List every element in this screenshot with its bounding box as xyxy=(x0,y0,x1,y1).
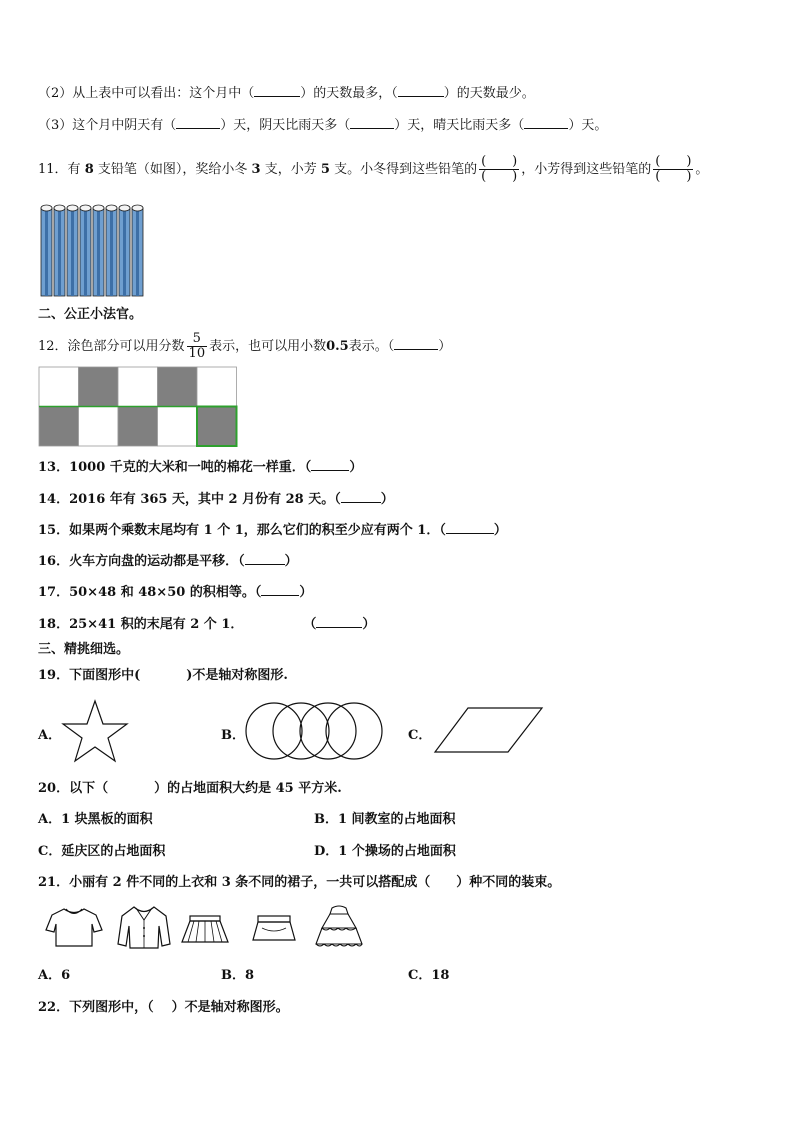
blank-cell xyxy=(39,367,79,407)
pencil xyxy=(93,205,104,296)
blouse-icon xyxy=(116,904,172,950)
answer-blank[interactable] xyxy=(245,552,285,565)
option-a[interactable]: A．6 xyxy=(38,968,71,983)
option-b[interactable]: B．8 xyxy=(221,968,255,983)
frilled-skirt-icon xyxy=(312,904,366,948)
four-circles-icon xyxy=(244,702,384,760)
shirt-icon xyxy=(44,906,106,950)
shaded-cell xyxy=(39,407,79,447)
q12: 12．涂色部分可以用分数 $\frac{5}{10}$ 表示，也可以用小数0.5表示。（ ） xyxy=(38,331,452,361)
pencils-figure xyxy=(38,200,148,300)
pencil xyxy=(67,205,78,296)
star-icon xyxy=(60,698,130,764)
q18: 18．25×41 积的末尾有 2 个 1． （ ） xyxy=(38,617,376,632)
answer-blank[interactable] xyxy=(176,116,220,129)
pencil xyxy=(80,205,91,296)
pencil xyxy=(119,205,130,296)
q13: 13．1000 千克的大米和一吨的棉花一样重．（ ） xyxy=(38,460,363,475)
answer-blank[interactable] xyxy=(398,84,444,97)
shaded-cell xyxy=(197,407,237,447)
fraction: $\frac{5}{10}$ xyxy=(188,331,206,361)
q20: 20．以下（ ）的占地面积大约是 45 平方米. xyxy=(38,781,342,796)
answer-blank[interactable] xyxy=(350,116,394,129)
pleated-skirt-icon xyxy=(180,914,230,946)
q17: 17．50×48 和 48×50 的积相等。（ ） xyxy=(38,585,313,600)
pencil xyxy=(54,205,65,296)
answer-blank[interactable] xyxy=(524,116,568,129)
q11: 11．有 8 支铅笔（如图），奖给小冬 3 支，小芳 5 支。小冬得到这些铅笔的 $\frac{( )}{( )}$ ，小芳得到这些铅笔的 $\frac{( )}{( )}$ 。 xyxy=(38,154,709,184)
parallelogram-icon xyxy=(432,705,546,755)
q10-part3: （3）这个月中阴天有（ ）天，阴天比雨天多（ ）天，晴天比雨天多（ ）天。 xyxy=(38,118,608,133)
option-b-label[interactable]: B． xyxy=(221,728,245,743)
option-a-label[interactable]: A． xyxy=(38,728,62,743)
shaded-grid-figure xyxy=(38,366,242,448)
answer-blank[interactable] xyxy=(446,521,494,534)
option-c-label[interactable]: C． xyxy=(408,728,432,743)
answer-blank[interactable] xyxy=(394,337,438,350)
answer-blank[interactable] xyxy=(341,490,381,503)
blank-cell xyxy=(79,407,119,447)
blank-cell xyxy=(197,367,237,407)
shaded-cell xyxy=(79,367,119,407)
q14: 14．2016 年有 365 天，其中 2 月份有 28 天。（ ） xyxy=(38,492,394,507)
option-d[interactable]: D．1 个操场的占地面积 xyxy=(314,844,456,859)
section-title: 三、精挑细选。 xyxy=(38,642,130,657)
shaded-cell xyxy=(158,367,198,407)
shaded-cell xyxy=(118,407,158,447)
answer-blank[interactable] xyxy=(261,583,299,596)
answer-blank[interactable] xyxy=(254,84,300,97)
blank-cell xyxy=(158,407,198,447)
q10-part2: （2）从上表中可以看出：这个月中（ ）的天数最多，（ ）的天数最少。 xyxy=(38,86,535,101)
option-b[interactable]: B．1 间教室的占地面积 xyxy=(314,812,456,827)
blank-cell xyxy=(118,367,158,407)
q15: 15．如果两个乘数末尾均有 1 个 1，那么它们的积至少应有两个 1．（ ） xyxy=(38,523,507,538)
option-c[interactable]: C．18 xyxy=(408,968,450,983)
q21: 21．小丽有 2 件不同的上衣和 3 条不同的裙子，一共可以搭配成（ ）种不同的装束。 xyxy=(38,875,561,890)
option-c[interactable]: C．延庆区的占地面积 xyxy=(38,844,166,859)
q22: 22．下列图形中，（ ）不是轴对称图形。 xyxy=(38,1000,289,1015)
fraction-blank[interactable]: $\frac{( )}{( )}$ xyxy=(655,154,692,184)
pencil xyxy=(106,205,117,296)
q16: 16．火车方向盘的运动都是平移．（ ） xyxy=(38,554,298,569)
q19: 19．下面图形中( )不是轴对称图形. xyxy=(38,668,288,683)
answer-blank[interactable] xyxy=(316,615,362,628)
short-skirt-icon xyxy=(250,914,298,946)
option-a[interactable]: A．1 块黑板的面积 xyxy=(38,812,153,827)
section-title: 二、公正小法官。 xyxy=(38,307,143,322)
pencil xyxy=(41,205,52,296)
fraction-blank[interactable]: $\frac{( )}{( )}$ xyxy=(481,154,518,184)
answer-blank[interactable] xyxy=(311,458,349,471)
pencil xyxy=(132,205,143,296)
